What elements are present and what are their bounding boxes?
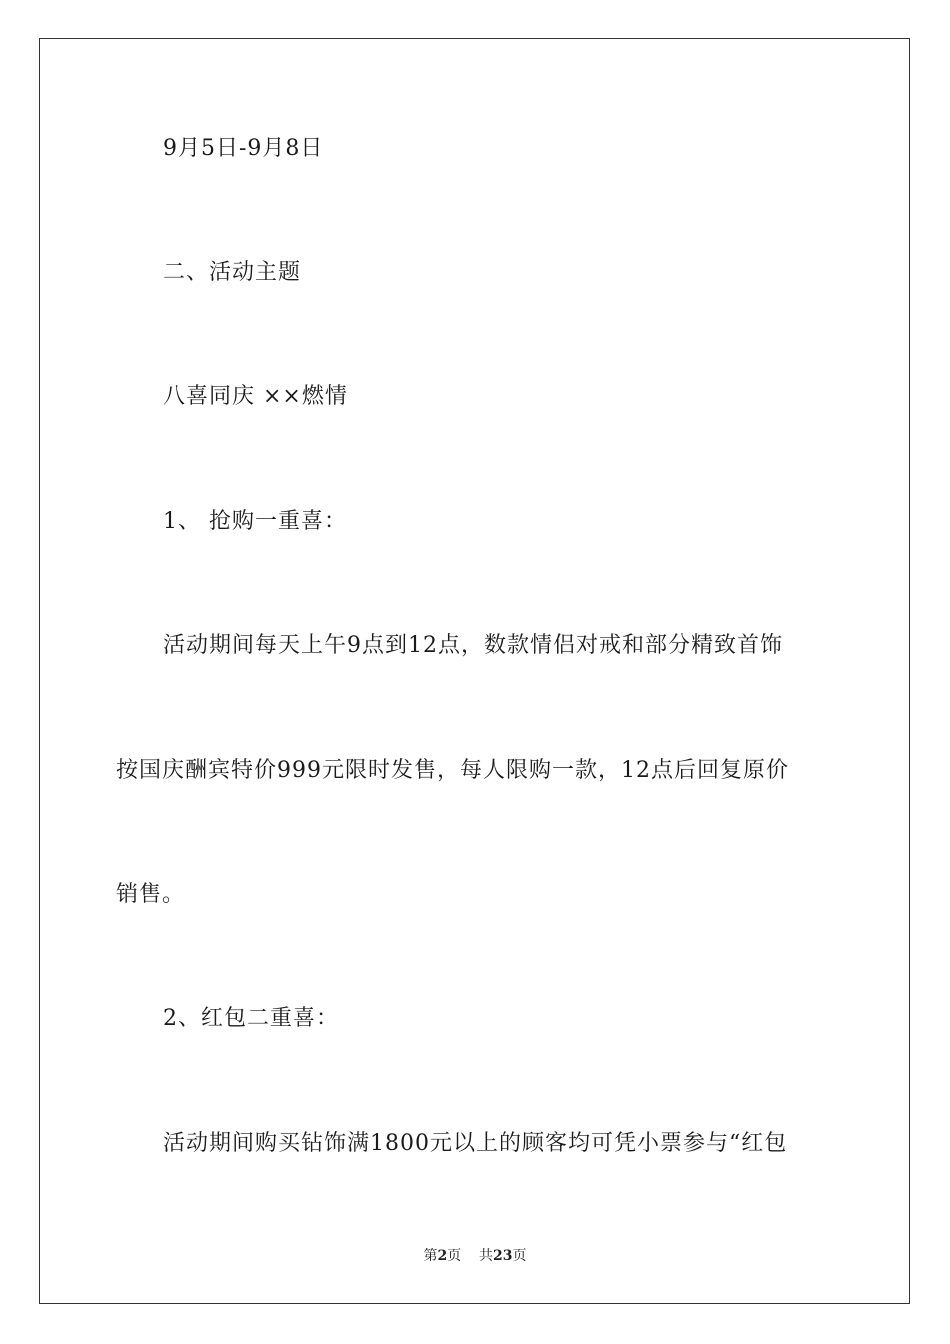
section-heading: 二、活动主题 bbox=[163, 260, 302, 285]
paragraph-line: 销售。 bbox=[116, 882, 186, 907]
date-range-line: 9月5日-9月8日 bbox=[163, 136, 324, 161]
page-footer bbox=[0, 1246, 950, 1266]
paragraph-line: 活动期间每天上午9点到12点，数款情侣对戒和部分精致首饰 bbox=[163, 633, 783, 658]
item-heading-1: 1、 抢购一重喜： bbox=[163, 509, 347, 534]
paragraph-line: 按国庆酬宾特价999元限时发售，每人限购一款，12点后回复原价 bbox=[116, 758, 789, 783]
page-number: 2 bbox=[437, 1248, 448, 1264]
theme-line: 八喜同庆 ××燃情 bbox=[163, 384, 348, 409]
paragraph-line: 活动期间购买钻饰满1800元以上的顾客均可凭小票参与“红包 bbox=[163, 1131, 788, 1156]
total-suffix: 页 bbox=[512, 1248, 527, 1264]
total-pages: 23 bbox=[493, 1248, 513, 1264]
page-border bbox=[39, 38, 910, 1304]
total-prefix: 共 bbox=[479, 1248, 494, 1264]
page-suffix: 页 bbox=[447, 1248, 462, 1264]
item-heading-2: 2、红包二重喜： bbox=[163, 1006, 339, 1031]
page-prefix: 第 bbox=[423, 1248, 438, 1264]
